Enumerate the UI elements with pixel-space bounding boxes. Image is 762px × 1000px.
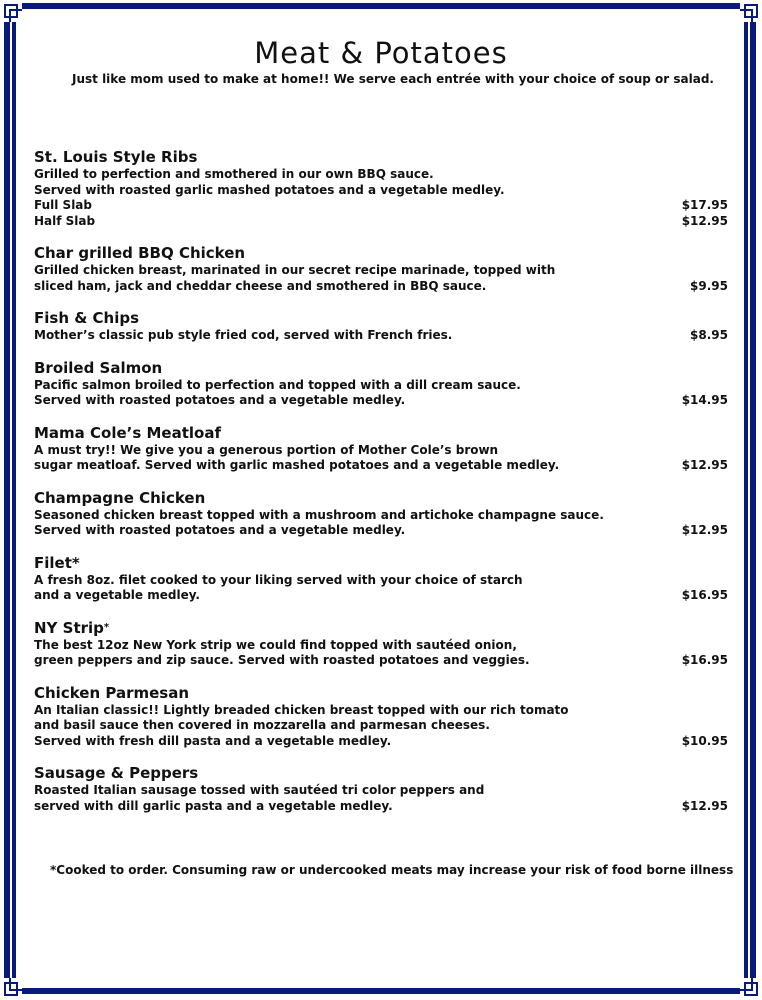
menu-item-line — [34, 443, 728, 459]
menu-item-line — [34, 393, 728, 409]
menu-item-price: $14.95 — [681, 393, 728, 407]
menu-item — [34, 308, 728, 344]
menu-item-description: Served with roasted garlic mashed potatoes and a vegetable medley. — [34, 182, 505, 197]
menu-item — [34, 423, 728, 474]
menu-item-line — [34, 783, 728, 799]
menu-item — [34, 683, 728, 750]
menu-item-name-text: NY Strip — [34, 618, 104, 637]
menu-item-name-text: Fish & Chips — [34, 309, 140, 327]
corner-ornament-bottom-left — [0, 978, 22, 1000]
menu-item-description: An Italian classic!! Lightly breaded chicken breast topped with our rich tomato — [34, 702, 569, 717]
menu-item-line — [34, 718, 728, 734]
corner-ornament-top-left — [0, 0, 22, 22]
menu-item-description: Seasoned chicken breast topped with a mushroom and artichoke champagne sauce. — [34, 507, 604, 522]
menu-item-description: sugar meatloaf. Served with garlic mashed potatoes and a vegetable medley. — [34, 458, 560, 472]
menu-item-price: $12.95 — [681, 523, 728, 537]
menu-item-price: $12.95 — [681, 458, 728, 472]
menu-item-line — [34, 588, 728, 604]
menu-item-description: Full Slab — [34, 198, 92, 212]
menu-item-description: Mother’s classic pub style fried cod, served with French fries. — [34, 328, 453, 342]
menu-item-line — [34, 653, 728, 669]
menu-item-line — [34, 198, 728, 214]
menu-item-name — [34, 763, 728, 783]
menu-item-name-text: Chicken Parmesan — [34, 683, 190, 702]
menu-item-name — [34, 683, 728, 703]
menu-item-name — [34, 308, 728, 328]
corner-ornament-bottom-right — [740, 978, 762, 1000]
menu-item-description: Pacific salmon broiled to perfection and topped with a dill cream sauce. — [34, 377, 521, 392]
menu-item — [34, 763, 728, 814]
menu-item-price: $17.95 — [681, 198, 728, 212]
menu-item-description: A must try!! We give you a generous portion of Mother Cole’s brown — [34, 442, 499, 457]
menu-item — [34, 358, 728, 409]
menu-item-line — [34, 328, 728, 344]
menu-item-name-text: Char grilled BBQ Chicken — [34, 244, 246, 262]
menu-item-description: Grilled chicken breast, marinated in our secret recipe marinade, topped with — [34, 263, 556, 277]
menu-item-price: $9.95 — [690, 278, 728, 293]
menu-item-description: Served with roasted potatoes and a vegetable medley. — [34, 523, 406, 537]
menu-footnote: *Cooked to order. Consuming raw or undercooked meats may increase your risk of food borne illness — [50, 863, 734, 877]
menu-item-price: $16.95 — [681, 588, 728, 602]
menu-item-name-text: Sausage & Peppers — [34, 764, 199, 782]
menu-item-description: Grilled to perfection and smothered in our own BBQ sauce. — [34, 167, 434, 181]
menu-item-price: $10.95 — [681, 733, 728, 748]
menu-item-name-text: Filet* — [34, 553, 80, 572]
menu-item-line — [34, 734, 728, 750]
menu-item-line — [34, 279, 728, 295]
menu-item-line — [34, 183, 728, 199]
menu-item-description: sliced ham, jack and cheddar cheese and smothered in BBQ sauce. — [34, 278, 487, 293]
menu-item-asterisk: * — [103, 621, 110, 633]
menu-item-description: and a vegetable medley. — [34, 588, 200, 602]
menu-item-name — [34, 488, 728, 508]
menu-item-description: Served with fresh dill pasta and a vegetable medley. — [34, 733, 392, 748]
menu-item-name — [34, 358, 728, 378]
menu-item — [34, 147, 728, 229]
menu-item-line — [34, 508, 728, 524]
menu-item-price: $12.95 — [681, 798, 728, 813]
menu-item-line — [34, 167, 728, 183]
menu-item-description: green peppers and zip sauce. Served with roasted potatoes and veggies. — [34, 653, 530, 667]
menu-item-price: $12.95 — [681, 213, 728, 228]
menu-item-line — [34, 523, 728, 539]
menu-item-line — [34, 799, 728, 815]
menu-item-line — [34, 214, 728, 230]
menu-item-name-text: Broiled Salmon — [34, 358, 163, 377]
corner-ornament-top-right — [740, 0, 762, 22]
menu-item-description: The best 12oz New York strip we could find topped with sautéed onion, — [34, 637, 517, 652]
menu-item — [34, 553, 728, 604]
menu-item-name — [34, 553, 728, 573]
menu-item-price: $16.95 — [681, 653, 728, 667]
menu-item-line — [34, 703, 728, 719]
menu-item-line — [34, 378, 728, 394]
menu-item-price: $8.95 — [690, 328, 728, 342]
menu-item — [34, 488, 728, 539]
menu-item-name — [34, 147, 728, 167]
menu-item-description: Half Slab — [34, 213, 96, 228]
menu-item-name-text: St. Louis Style Ribs — [34, 148, 198, 166]
menu-item-description: Served with roasted potatoes and a vegetable medley. — [34, 393, 406, 407]
menu-item-name-text: Mama Cole’s Meatloaf — [34, 423, 221, 442]
menu-item — [34, 243, 728, 294]
menu-item-description: served with dill garlic pasta and a vegetable medley. — [34, 798, 393, 813]
menu-item-description: Roasted Italian sausage tossed with sautéed tri color peppers and — [34, 783, 485, 797]
menu-tagline: Just like mom used to make at home!! We serve each entrée with your choice of soup or salad. — [72, 72, 714, 86]
menu-item-name — [34, 243, 728, 263]
menu-item — [34, 618, 728, 669]
menu-item-line — [34, 263, 728, 279]
menu-item-line — [34, 458, 728, 474]
menu-item-name — [34, 423, 728, 443]
menu-item-name — [34, 618, 728, 638]
menu-item-description: and basil sauce then covered in mozzarella and parmesan cheeses. — [34, 718, 490, 732]
menu-item-line — [34, 573, 728, 589]
menu-item-line — [34, 638, 728, 654]
menu-items-list — [34, 147, 728, 828]
menu-item-name-text: Champagne Chicken — [34, 488, 206, 507]
menu-item-description: A fresh 8oz. filet cooked to your liking served with your choice of starch — [34, 572, 523, 587]
menu-title: Meat & Potatoes — [254, 36, 508, 70]
